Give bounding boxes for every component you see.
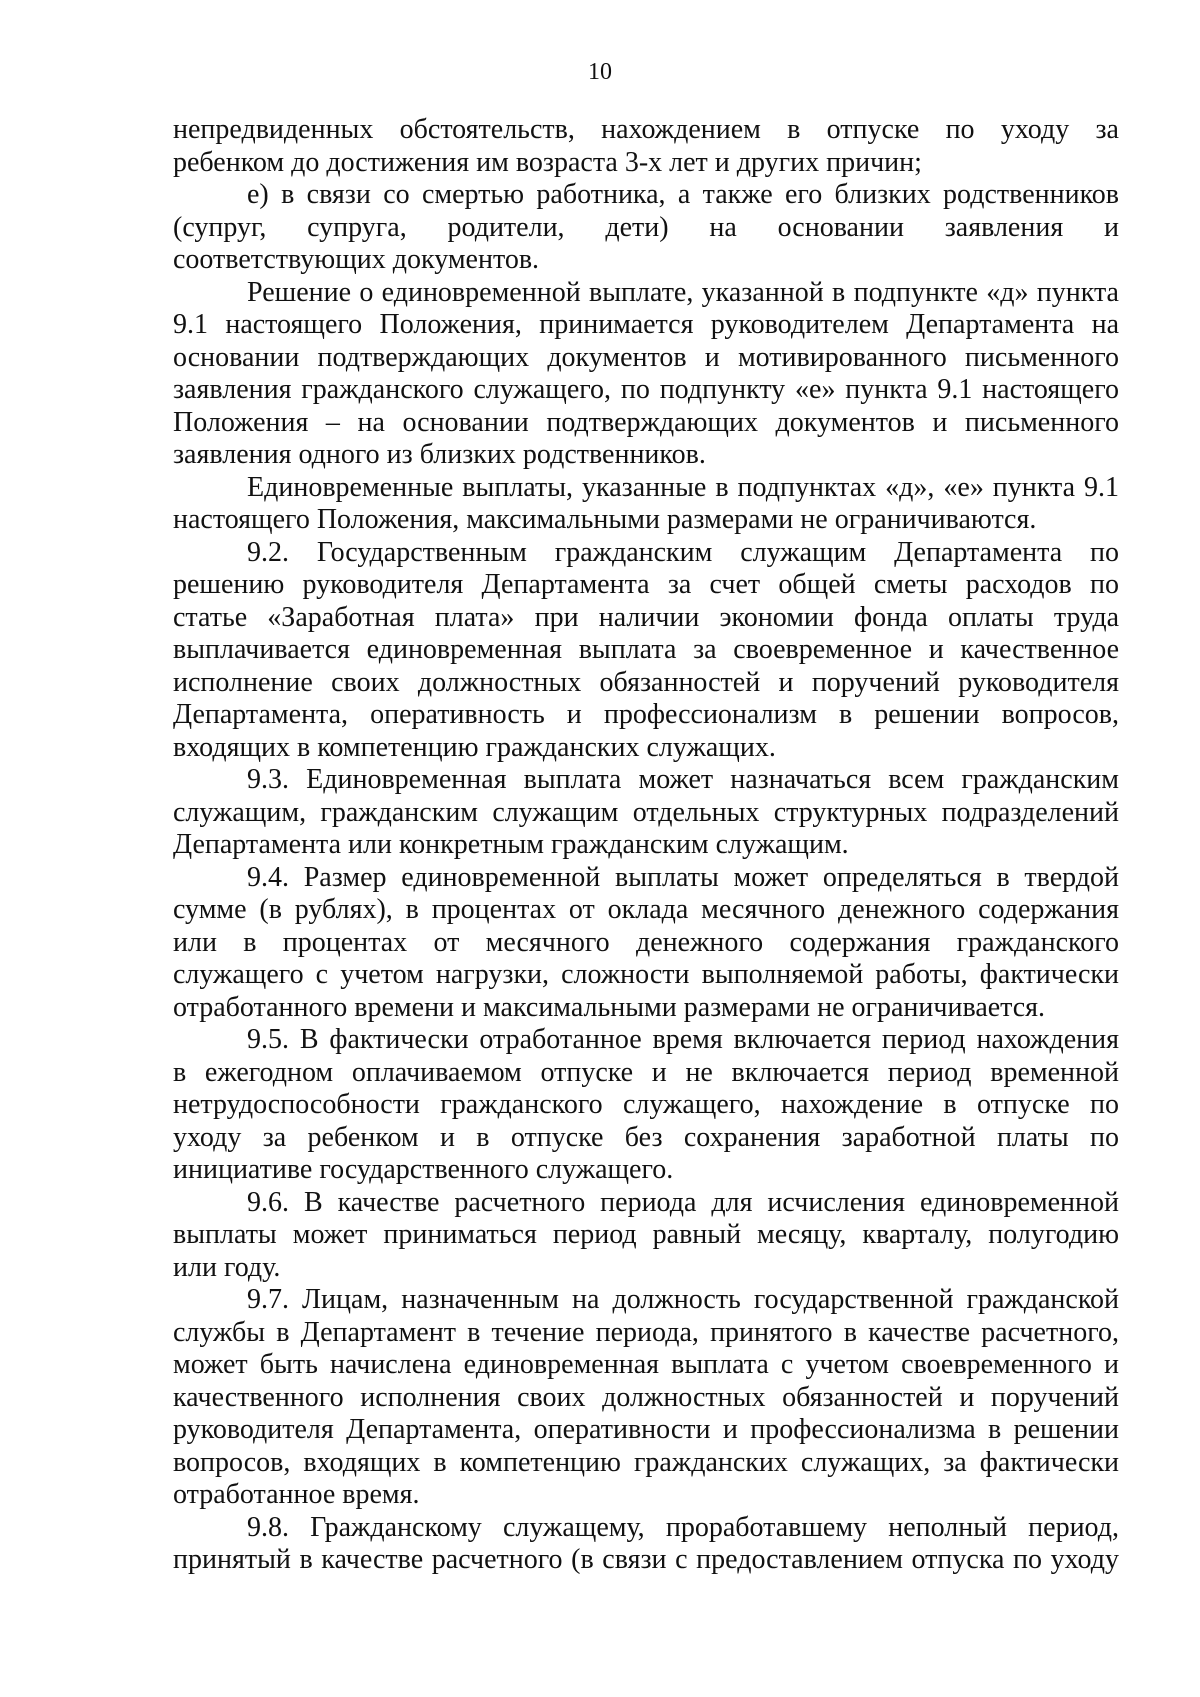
text-line: или году.: [173, 1251, 281, 1283]
text-line: уходу за ребенком и в отпуске без сохранения заработной платы по: [173, 1121, 1119, 1153]
paragraph-p2: [173, 179, 1119, 277]
text-line: ребенком до достижения им возраста 3-х лет и других причин;: [173, 146, 922, 178]
text-line: нетрудоспособности гражданского служащего, нахождение в отпуске по: [173, 1089, 1119, 1120]
text-line: е) в связи со смертью работника, а также его близких родственников: [247, 179, 1119, 210]
page-number: 10: [588, 59, 612, 85]
text-line: решению руководителя Департамента за счет общей сметы расходов по: [173, 569, 1119, 600]
text-line: Департамента или конкретным гражданским служащим.: [173, 829, 849, 860]
text-line: основании подтверждающих документов и мотивированного письменного: [173, 341, 1119, 373]
text-line: 9.5. В фактически отработанное время включается период нахождения: [247, 1024, 1119, 1055]
paragraph-p7: [173, 862, 1119, 1025]
text-line: Решение о единовременной выплате, указанной в подпункте «д» пункта: [247, 276, 1119, 308]
text-line: Единовременные выплаты, указанные в подпунктах «д», «е» пункта 9.1: [247, 471, 1119, 503]
text-line: качественного исполнения своих должностных обязанностей и поручений: [173, 1381, 1119, 1413]
paragraph-p4: [173, 472, 1119, 537]
text-line: 9.6. В качестве расчетного периода для исчисления единовременной: [247, 1186, 1119, 1218]
text-line: исполнение своих должностных обязанностей и поручений руководителя: [173, 666, 1119, 698]
text-line: соответствующих документов.: [173, 244, 540, 275]
text-line: служащим, гражданским служащим отдельных структурных подразделений: [173, 796, 1119, 828]
text-line: служащего с учетом нагрузки, сложности выполняемой работы, фактически: [173, 959, 1119, 990]
text-line: (супруг, супруга, родители, дети) на основании заявления и: [173, 211, 1119, 243]
text-line: 9.3. Единовременная выплата может назначаться всем гражданским: [247, 764, 1119, 795]
text-line: или в процентах от месячного денежного содержания гражданского: [173, 926, 1119, 958]
paragraph-p3: [173, 277, 1119, 472]
text-line: может быть начислена единовременная выплата с учетом своевременного и: [173, 1349, 1119, 1380]
text-line: отработанного времени и максимальными размерами не ограничивается.: [173, 991, 1046, 1023]
text-line: 9.8. Гражданскому служащему, проработавшему неполный период,: [247, 1511, 1119, 1543]
text-line: принятый в качестве расчетного (в связи с предоставлением отпуска по уходу: [173, 1544, 1119, 1575]
paragraph-p5: [173, 537, 1119, 765]
text-line: 9.2. Государственным гражданским служащим Департамента по: [247, 536, 1119, 568]
paragraph-p1: [173, 114, 1119, 179]
text-line: сумме (в рублях), в процентах от оклада месячного денежного содержания: [173, 894, 1119, 925]
text-line: Департамента, оперативность и профессионализм в решении вопросов,: [173, 699, 1119, 730]
text-line: руководителя Департамента, оперативности и профессионализма в решении: [173, 1414, 1119, 1445]
paragraph-p11: [173, 1512, 1119, 1577]
text-line: настоящего Положения, максимальными размерами не ограничиваются.: [173, 504, 1037, 535]
text-line: непредвиденных обстоятельств, нахождением в отпуске по уходу за: [173, 114, 1119, 145]
text-line: статье «Заработная плата» при наличии экономии фонда оплаты труда: [173, 601, 1119, 633]
paragraph-p8: [173, 1024, 1119, 1187]
text-line: Положения – на основании подтверждающих документов и письменного: [173, 406, 1119, 438]
text-line: выплачивается единовременная выплата за своевременное и качественное: [173, 634, 1119, 665]
text-line: заявления гражданского служащего, по подпункту «е» пункта 9.1 настоящего: [173, 374, 1119, 405]
text-line: выплаты может приниматься период равный месяцу, кварталу, полугодию: [173, 1219, 1119, 1250]
text-line: заявления одного из близких родственников.: [173, 439, 706, 470]
text-line: в ежегодном оплачиваемом отпуске и не включается период временной: [173, 1056, 1119, 1088]
text-line: вопросов, входящих в компетенцию гражданских служащих, за фактически: [173, 1446, 1119, 1478]
text-line: инициативе государственного служащего.: [173, 1154, 674, 1185]
text-line: входящих в компетенцию гражданских служащих.: [173, 731, 776, 763]
paragraph-p9: [173, 1187, 1119, 1285]
text-line: отработанное время.: [173, 1479, 420, 1510]
text-line: 9.1 настоящего Положения, принимается руководителем Департамента на: [173, 309, 1119, 340]
text-line: 9.7. Лицам, назначенным на должность государственной гражданской: [247, 1284, 1119, 1315]
text-line: службы в Департамент в течение периода, принятого в качестве расчетного,: [173, 1316, 1119, 1348]
paragraph-p6: [173, 764, 1119, 862]
document-body: [173, 114, 1119, 1577]
paragraph-p10: [173, 1284, 1119, 1512]
text-line: 9.4. Размер единовременной выплаты может определяться в твердой: [247, 861, 1119, 893]
